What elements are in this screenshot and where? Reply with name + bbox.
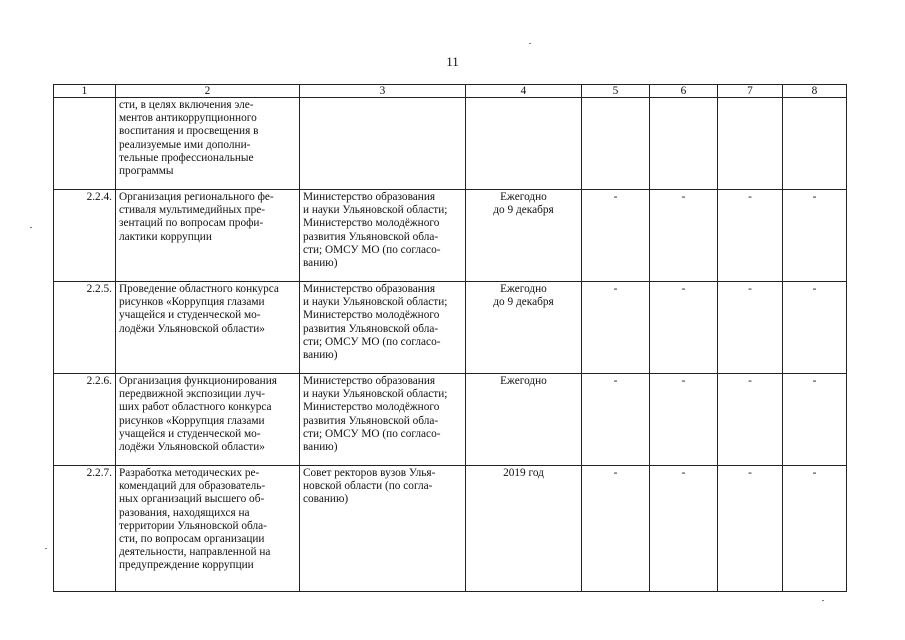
text-line: лодёжи Ульяновской области» <box>119 322 265 335</box>
table-row <box>54 374 847 466</box>
item-number: 2.2.4. <box>54 190 116 282</box>
item-number: 2.2.6. <box>54 374 116 466</box>
executors <box>300 374 466 466</box>
text-line: до 9 декабря <box>493 204 554 217</box>
item-number <box>54 98 116 190</box>
deadline <box>466 466 582 592</box>
text-line: Ежегодно <box>500 283 547 295</box>
text-line: ментов антикоррупционного <box>119 112 257 125</box>
text-line: Проведение областного конкурса <box>119 283 279 295</box>
measure-description <box>116 190 300 282</box>
text-line: развития Ульяновской обла- <box>303 414 439 427</box>
funding-cell <box>718 98 783 190</box>
text-line: лодёжи Ульяновской области» <box>119 441 265 454</box>
text-line: сованию) <box>303 493 349 506</box>
column-header: 2 <box>116 85 300 98</box>
page-number: 11 <box>446 54 459 69</box>
text-line: территории Ульяновской обла- <box>119 519 267 532</box>
deadline <box>466 282 582 374</box>
funding-cell <box>582 98 650 190</box>
funding-cell: - <box>582 466 650 592</box>
text-line: учащейся и студенческой мо- <box>119 309 261 322</box>
text-line: и науки Ульяновской области; <box>303 296 448 309</box>
text-line: Ежегодно <box>500 375 547 387</box>
text-line: стиваля мультимедийных пре- <box>119 204 266 217</box>
measure-description <box>116 98 300 190</box>
text-line: рисунков «Коррупция глазами <box>119 296 265 309</box>
text-line: Министерство молодёжного <box>303 401 440 414</box>
column-number-row <box>54 85 847 98</box>
funding-cell: - <box>718 466 783 592</box>
text-line: сти; ОМСУ МО (по согласо- <box>303 243 441 256</box>
funding-cell: - <box>650 190 718 282</box>
column-header: 3 <box>300 85 466 98</box>
text-line: учащейся и студенческой мо- <box>119 427 261 440</box>
text-line: Ежегодно <box>500 191 547 203</box>
funding-cell: - <box>582 374 650 466</box>
table-row <box>54 190 847 282</box>
text-line: Министерство молодёжного <box>303 309 440 322</box>
text-line: рисунков «Коррупция глазами <box>119 414 265 427</box>
text-line: ванию) <box>303 349 338 362</box>
executors <box>300 98 466 190</box>
column-header: 8 <box>783 85 847 98</box>
text-line: разования, находящихся на <box>119 506 250 519</box>
funding-cell: - <box>718 190 783 282</box>
text-line: ных организаций высшего об- <box>119 493 265 506</box>
scan-speck <box>822 600 824 601</box>
text-line: сти, в целях включения эле- <box>119 99 254 111</box>
table-row <box>54 98 847 190</box>
text-line: зентаций по вопросам профи- <box>119 217 264 230</box>
text-line: деятельности, направленной на <box>119 546 271 559</box>
column-header: 7 <box>718 85 783 98</box>
text-line: сти, по вопросам организации <box>119 533 265 546</box>
scan-speck <box>529 43 531 44</box>
deadline <box>466 98 582 190</box>
text-line: развития Ульяновской обла- <box>303 322 439 335</box>
text-line: ших работ областного конкурса <box>119 401 272 414</box>
funding-cell: - <box>783 374 847 466</box>
funding-cell: - <box>650 466 718 592</box>
funding-cell: - <box>718 282 783 374</box>
table-row <box>54 282 847 374</box>
text-line: реализуемые ими дополни- <box>119 138 251 151</box>
executors <box>300 282 466 374</box>
scan-speck <box>45 548 47 549</box>
deadline <box>466 190 582 282</box>
text-line: Министерство молодёжного <box>303 217 440 230</box>
text-line: тельные профессиональные <box>119 151 254 164</box>
text-line: программы <box>119 165 174 178</box>
text-line: сти; ОМСУ МО (по согласо- <box>303 335 441 348</box>
text-line: воспитания и просвещения в <box>119 125 259 138</box>
text-line: Разработка методических ре- <box>119 467 260 479</box>
column-header: 6 <box>650 85 718 98</box>
funding-cell: - <box>650 374 718 466</box>
text-line: передвижной экспозиции луч- <box>119 388 266 401</box>
text-line: Организация функционирования <box>119 375 277 387</box>
text-line: 2019 год <box>503 467 544 479</box>
text-line: Совет ректоров вузов Улья- <box>303 467 436 479</box>
funding-cell: - <box>783 282 847 374</box>
text-line: до 9 декабря <box>493 296 554 309</box>
column-header: 5 <box>582 85 650 98</box>
text-line: новской области (по согла- <box>303 480 433 493</box>
scan-speck <box>30 227 32 228</box>
table-row <box>54 466 847 592</box>
measure-description <box>116 282 300 374</box>
text-line: развития Ульяновской обла- <box>303 230 439 243</box>
item-number: 2.2.7. <box>54 466 116 592</box>
text-line: Министерство образования <box>303 375 436 387</box>
funding-cell: - <box>582 282 650 374</box>
funding-cell: - <box>650 282 718 374</box>
text-line: Министерство образования <box>303 283 436 295</box>
funding-cell: - <box>783 466 847 592</box>
text-line: ванию) <box>303 257 338 270</box>
measure-description <box>116 374 300 466</box>
text-line: лактики коррупции <box>119 230 212 243</box>
column-header: 1 <box>54 85 116 98</box>
text-line: комендаций для образователь- <box>119 480 266 493</box>
text-line: сти; ОМСУ МО (по согласо- <box>303 427 441 440</box>
executors <box>300 466 466 592</box>
deadline <box>466 374 582 466</box>
text-line: предупреждение коррупции <box>119 559 254 572</box>
item-number: 2.2.5. <box>54 282 116 374</box>
funding-cell: - <box>783 190 847 282</box>
text-line: ванию) <box>303 441 338 454</box>
column-header: 4 <box>466 85 582 98</box>
funding-cell: - <box>718 374 783 466</box>
text-line: Организация регионального фе- <box>119 191 274 203</box>
measures-table <box>53 84 847 592</box>
text-line: Министерство образования <box>303 191 436 203</box>
text-line: и науки Ульяновской области; <box>303 388 448 401</box>
funding-cell: - <box>582 190 650 282</box>
funding-cell <box>650 98 718 190</box>
funding-cell <box>783 98 847 190</box>
measure-description <box>116 466 300 592</box>
text-line: и науки Ульяновской области; <box>303 204 448 217</box>
executors <box>300 190 466 282</box>
